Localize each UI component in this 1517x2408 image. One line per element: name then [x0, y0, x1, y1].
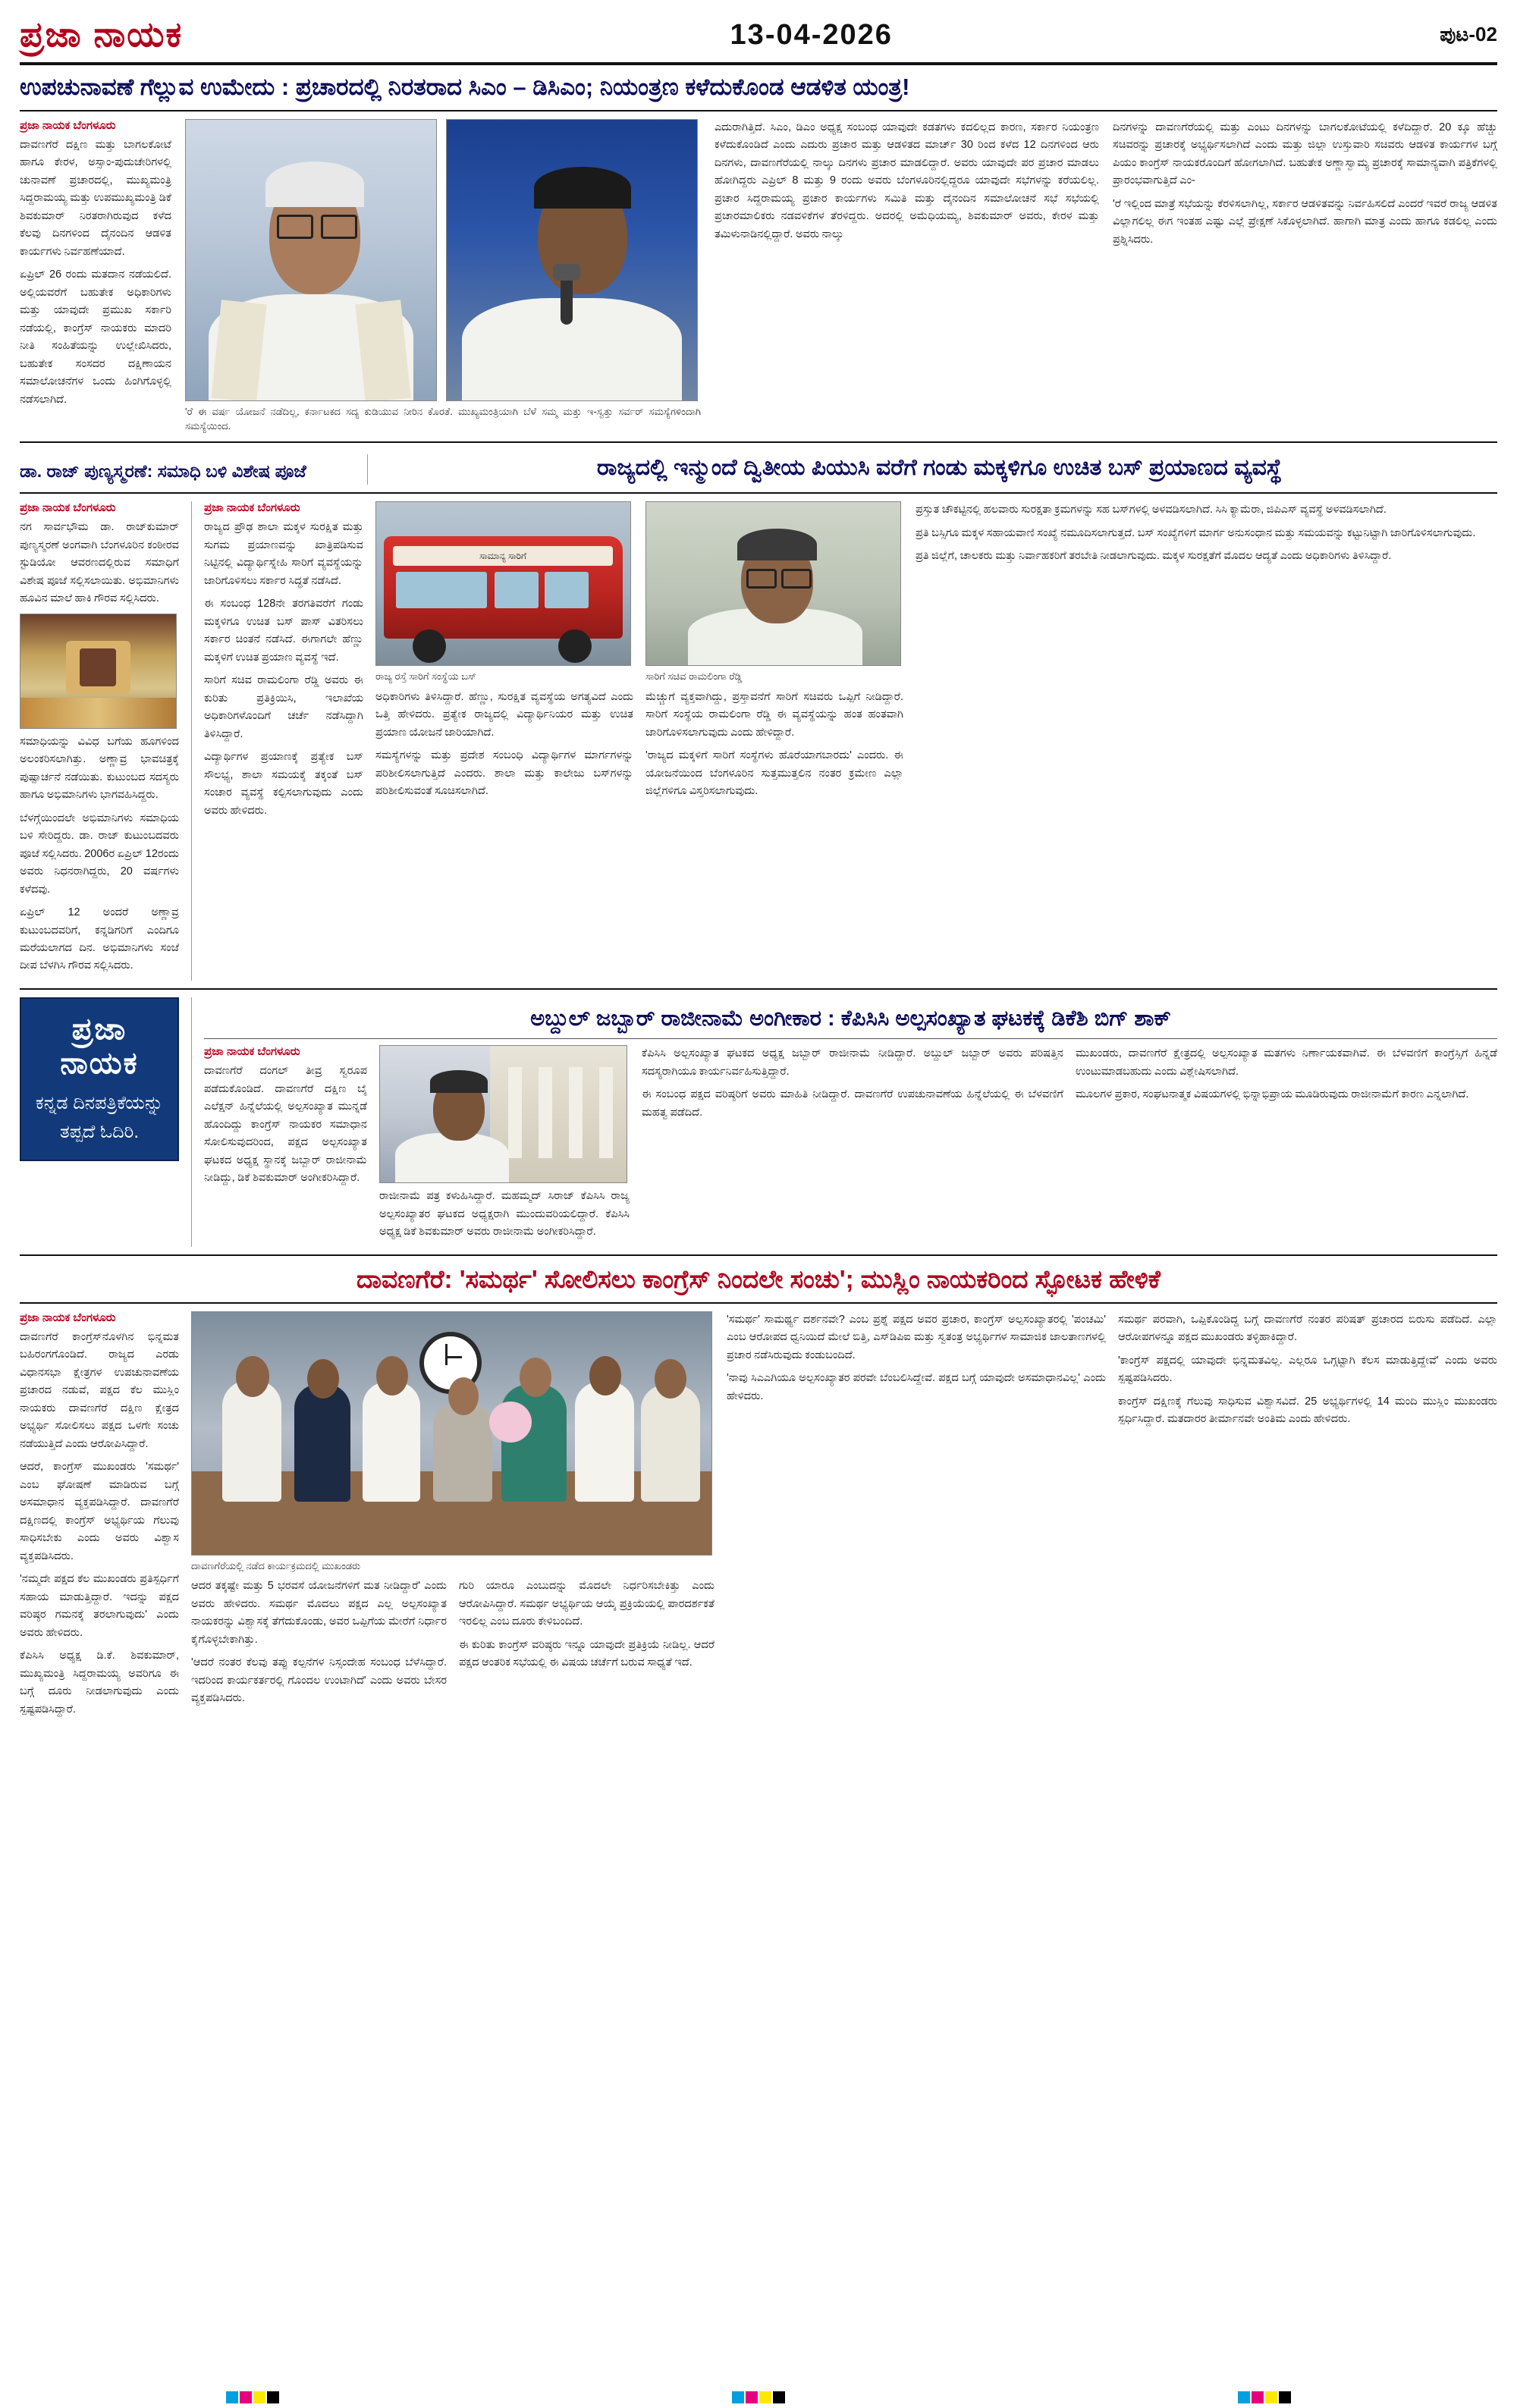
story-jabbar-section — [20, 997, 1497, 1247]
paragraph: ಎದುರಾಗಿತ್ತಿದೆ. ಸಿಎಂ, ಡಿಎಂ ಅಧ್ಯಕ್ಷ ಸಂಬಂಧ ಯಾವುದೇ ಕಡತಗಳು ಕದಲಿಲ್ಲದ ಕಾರಣ, ಸರ್ಕಾರ ನಿಯಂತ್ರಣ ಕಳೆದುಕೊಂಡಿದೆ ಎಂದು ಎದುರು ಪ್ರಚಾರ ಮತ್ತು ಆಡಳಿತದ ಮಾರ್ಚ್ 30 ರಿಂದ ಕಳೆದ 12 ದಿನಗಳಿಂದ ಆರು ದಿನಗಳು, ದಾವಣಗೆರೆಯಲ್ಲಿ ನಾಲ್ಕು ದಿನಗಳು ಪ್ರಚಾರ ಮಾಡಲಿದ್ದಾರೆ. ಅವರು ಯಾವುದೇ ಪರ ಪ್ರಚಾರ ಮಾಡಲು ಹೋಗಿದ್ದರು ಎಪ್ರಿಲ್ 8 ಮತ್ತು 9 ರಂದು ಅವರು ಬೆಂಗಳೂರಿನಲ್ಲಿದ್ದರೂ ಯಾವುದೇ ಸಭೆಗಳನ್ನು ಕರೆಯಲಿಲ್ಲ. ಪ್ರಚಾರ ಸಿದ್ದರಾಮಯ್ಯ ಪ್ರಚಾರ ಕಾರ್ಯಗಳು ಸಮಿತಿ ಮತ್ತು ದೈನಂದಿನ ಸಮಾಲೋಚನೆ ಸಭೆ ಸಭೆಯಲ್ಲಿ ಪ್ರಚಾರಮಾಲಿಕರು ನಡವಳಿಕೆಗಳ ತೆರಳಿದ್ದರು. ಅದರಲ್ಲಿ ಅಮೆಧಿಯಮ್ಯ, ಶಿವಕುಮಾರ್ ಅವರು, ಕೇರಳ ಮತ್ತು ತಮಿಳುನಾಡಿನಲ್ಲಿದ್ದಾರೆ. ಅವರು ನಾಲ್ಕು — [715, 121, 1099, 240]
swatch-cyan — [226, 2391, 238, 2403]
paragraph: ಸಾರಿಗೆ ಸಚಿವ ರಾಮಲಿಂಗಾ ರೆಡ್ಡಿ ಅವರು ಈ ಕುರಿತು ಪ್ರತಿಕ್ರಿಯಿಸಿ, ಇಲಾಖೆಯ ಅಧಿಕಾರಿಗಳೊಂದಿಗೆ ಚರ್ಚೆ ನಡೆಸಿದ್ದಾಗಿ ತಿಳಿಸಿದ್ದಾರೆ. — [204, 674, 363, 740]
registration-color-bars — [0, 2391, 1517, 2403]
ad-title: ಪ್ರಜಾ ನಾಯಕ — [60, 1012, 139, 1080]
swatch-cyan — [732, 2391, 744, 2403]
paragraph: 'ನಮ್ಮದೇ ಪಕ್ಷದ ಕೆಲ ಮುಖಂಡರು ಪ್ರತಿಸ್ಪರ್ಧಿಗೆ ಸಹಾಯ ಮಾಡುತ್ತಿದ್ದಾರೆ. ಇದನ್ನು ಪಕ್ಷದ ವರಿಷ್ಠರ ಗಮನಕ್ಕೆ ತರಲಾಗುವುದು' ಎಂದು ಅವರು ಹೇಳಿದರು. — [20, 1573, 179, 1639]
story-rajkumar-headline: ಡಾ. ರಾಜ್ ಪುಣ್ಯಸ್ಮರಣೆ: ಸಮಾಧಿ ಬಳಿ ವಿಶೇಷ ಪೂಜೆ — [20, 460, 306, 481]
paragraph: ಈ ಕುರಿತು ಕಾಂಗ್ರೆಸ್ ವರಿಷ್ಠರು ಇನ್ನೂ ಯಾವುದೇ ಪ್ರತಿಕ್ರಿಯೆ ನೀಡಿಲ್ಲ. ಆದರೆ ಪಕ್ಷದ ಆಂತರಿಕ ಸಭೆಯಲ್ಲಿ ಈ ವಿಷಯ ಚರ್ಚೆಗೆ ಬರುವ ಸಾಧ್ಯತೆ ಇದೆ. — [459, 1638, 715, 1669]
ad-line-2: ಕನ್ನಡ ದಿನಪತ್ರಿಕೆಯನ್ನು — [35, 1092, 164, 1113]
photo-group-felicitation — [191, 1311, 712, 1556]
story-bus-col-4 — [916, 501, 1497, 981]
story-jabbar-col-3 — [642, 1045, 1063, 1246]
swatch-magenta — [1252, 2391, 1264, 2403]
paragraph: ಪ್ರತಿ ಬಸ್ಸಿಗೂ ಮಕ್ಕಳ ಸಹಾಯವಾಣಿ ಸಂಖ್ಯೆ ನಮೂದಿಸಲಾಗುತ್ತದೆ. ಬಸ್ ಸಂಖ್ಯೆಗಳಿಗೆ ಮಾರ್ಗ ಅನುಸಂಧಾನ ಮತ್ತು ಸಮಯವನ್ನು ಕಟ್ಟುನಿಟ್ಟಾಗಿ ಜಾರಿಗೊಳಿಸಲಾಗುವುದು. — [916, 526, 1476, 539]
paragraph: ರಾಜೀನಾಮೆ ಪತ್ರ ಕಳುಹಿಸಿದ್ದಾರೆ. ಮಹಮ್ಮದ್ ಸಿರಾಜ್ ಕೆಪಿಸಿಸಿ ರಾಜ್ಯ ಅಲ್ಪಸಂಖ್ಯಾತರ ಘಟಕದ ಅಧ್ಯಕ್ಷರಾಗಿ ಮುಂದುವರಿಯಲಿದ್ದಾರೆ. ಕೆಪಿಸಿಸಿ ಅಧ್ಯಕ್ಷ ಡಿಕೆ ಶಿವಕುಮಾರ್ ಅವರು ರಾಜೀನಾಮೆ ಅಂಗೀಕರಿಸಿದ್ದಾರೆ. — [379, 1190, 630, 1239]
story-bus-col-2 — [375, 501, 633, 981]
paragraph: ಆದರೆ, ಕಾಂಗ್ರೆಸ್ ಮುಖಂಡರು 'ಸಮರ್ಥ' ಎಂಬ ಘೋಷಣೆ ಮಾಡಿರುವ ಬಗ್ಗೆ ಅಸಮಾಧಾನ ವ್ಯಕ್ತಪಡಿಸಿದ್ದಾರೆ. ದಾವಣಗೆರೆ ದಕ್ಷಿಣದಲ್ಲಿ ಕಾಂಗ್ರೆಸ್ ಅಭ್ಯರ್ಥಿಯ ಗೆಲುವು ಸಾಧಿಸಬೇಕು ಎಂದು ಅವರು ವಿಶ್ವಾಸ ವ್ಯಕ್ತಪಡಿಸಿದರು. — [20, 1461, 179, 1562]
paragraph: ದಿನಗಳನ್ನು ದಾವಣಗೆರೆಯಲ್ಲಿ ಮತ್ತು ಎಂಟು ದಿನಗಳನ್ನು ಬಾಗಲಕೋಟೆಯಲ್ಲಿ ಕಳೆದಿದ್ದಾರೆ. 20 ಕ್ಕೂ ಹೆಚ್ಚು ಸಚಿವರನ್ನು ಪ್ರಚಾರಕ್ಕೆ ಅಭ್ಯರ್ಥಿಸಲಾಗಿದೆ ಎಂದು ಮತ್ತು ಜಿಲ್ಲಾ ಉಸ್ತುವಾರಿ ಸಚಿವರು ಆಡಳಿತ ಕಾರ್ಯಗಳ ಬಗ್ಗೆ ಪಿಯಂ ಕಾಂಗ್ರೆಸ್ ನಾಯಕರೊಂದಿಗೆ ಹೋಗಲಾಗಿದೆ. ಬಹುತೇಕ ಅಣ್ಣಾಸ್ವಾಮ್ಯ ಪ್ರಚಾರಕ್ಕೆ ಸಾಮಾನ್ಯವಾಗಿ ಪತ್ರಿಕೆಗಳಲ್ಲಿ ಪ್ರಾರಂಭವಾಗುತ್ತಿದೆ ಎಂ- — [1113, 121, 1497, 187]
byline: ಪ್ರಜಾ ನಾಯಕ ಬೆಂಗಳೂರು — [204, 1045, 300, 1059]
byline: ಪ್ರಜಾ ನಾಯಕ ಬೆಂಗಳೂರು — [20, 118, 116, 132]
divider — [191, 501, 192, 981]
paragraph: ಏಪ್ರಿಲ್ 26 ರಂದು ಮತದಾನ ನಡೆಯಲಿದೆ. ಅಲ್ಲಿಯವರೆಗೆ ಬಹುತೇಕ ಅಧಿಕಾರಿಗಳು ಮತ್ತು ಯಾವುದೇ ಪ್ರಮುಖ ಸರ್ಕಾರಿ ನಡೆಯಲ್ಲಿ, ಕಾಂಗ್ರೆಸ್ ನಾಯಕರು ಮಾದರಿ ನೀತಿ ಸಂಹಿತೆಯನ್ನು ಉಲ್ಲೇಖಿಸಿದರು, ಬಹುತೇಕ ಸಂಸದರ ದಕ್ಷಿಣಾಯನ ಸಮಾಲೋಚನೆಗಳ ಒಂದು ಹಿಂಗಿಗೊಳ್ಳಲ್ಲಿ ನಡೆಸಲಾಗಿದೆ. — [20, 268, 171, 406]
paragraph: ಪ್ರಸ್ತುತ ಚೌಕಟ್ಟಿನಲ್ಲಿ ಹಲವಾರು ಸುರಕ್ಷತಾ ಕ್ರಮಗಳನ್ನು ಸಹ ಬಸ್‌ಗಳಲ್ಲಿ ಅಳವಡಿಸಲಾಗಿದೆ. ಸಿಸಿ ಕ್ಯಾಮೆರಾ, ಜಿಪಿಎಸ್ ವ್ಯವಸ್ಥೆ ಅಳವಡಿಸಲಾಗಿದೆ. — [916, 504, 1387, 516]
divider — [20, 110, 1497, 111]
paragraph: ಈ ಸಂಬಂಧ 128ನೇ ತರಗತಿವರೆಗೆ ಗಂಡು ಮಕ್ಕಳಿಗೂ ಉಚಿತ ಬಸ್ ಪಾಸ್ ವಿತರಿಸಲು ಸರ್ಕಾರ ಚಿಂತನೆ ನಡೆಸಿದೆ. ಈಗಾಗಲೇ ಹೆಣ್ಣು ಮಕ್ಕಳಿಗೆ ಉಚಿತ ಪ್ರಯಾಣ ವ್ಯವಸ್ಥೆ ಇದೆ. — [204, 598, 363, 664]
story-lead — [20, 73, 1497, 434]
story-davanagere-col-3 — [459, 1578, 715, 1713]
story-jabbar-col-1 — [204, 1045, 367, 1246]
paragraph: 'ಸಮರ್ಥ' ಸಾಮರ್ಥ್ಯ ದರ್ಶನವೇ? ಎಂಬ ಪ್ರಶ್ನೆ ಪಕ್ಷದ ಅವರ ಪ್ರಚಾರ, ಕಾಂಗ್ರೆಸ್ ಅಲ್ಪಸಂಖ್ಯಾತರಲ್ಲಿ 'ಪಂಚಮಿ' ಎಂಬ ಆರೋಪದ ಧ್ವನಿಯಿದೆ ಮೇಲೆ ಬಿತ್ತಿ, ಎಸ್‌ಡಿಪಿಐ ಮತ್ತು ಸ್ವತಂತ್ರ ಅಭ್ಯರ್ಥಿಗಳ ಸಾಮಾಜಿಕ ಜಾಲತಾಣಗಳಲ್ಲಿ ಪ್ರಚಾರ ನಡೆಸಿರುವುದು ಕಂಡುಬಂದಿದೆ. — [727, 1313, 1106, 1361]
paragraph: 'ನಾವು ಸಿಎಎಗಿಯೂ ಅಲ್ಪಸಂಖ್ಯಾತರ ಪರವೇ ಬೆಂಬಲಿಸಿದ್ದೇವೆ. ಪಕ್ಷದ ಬಗ್ಗೆ ಯಾವುದೇ ಅಸಮಾಧಾನವಿಲ್ಲ' ಎಂದು ಹೇಳಿದರು. — [727, 1372, 1106, 1402]
byline: ಪ್ರಜಾ ನಾಯಕ ಬೆಂಗಳೂರು — [20, 1311, 116, 1324]
photo-caption: 'ರೆ ಈ ವರ್ಷ ಯೋಜನೆ ನಡೆದಿಲ್ಲ, ಕರ್ನಾಟಕದ ಸದ್ಯ ಕುಡಿಯುವ ನೀರಿನ ಕೊರತೆ. ಮುಖ್ಯಮಂತ್ರಿಯಾಗಿ ಬೆಳೆ ಸಮ್ಮ ಮತ್ತು ಇ-ಸ್ವತ್ತು ಸರ್ವರ್ ಸಮಸ್ಯೆಗಳಿಂದಾಗಿ ಸಮಸ್ಯೆಯಿಂದ. — [185, 405, 701, 432]
story-davanagere — [20, 1264, 1497, 1724]
divider — [204, 1038, 1497, 1039]
story-lead-col-1 — [20, 119, 171, 434]
swatch-magenta — [240, 2391, 252, 2403]
swatch-black — [267, 2391, 279, 2403]
divider — [20, 988, 1497, 990]
byline: ಪ್ರಜಾ ನಾಯಕ ಬೆಂಗಳೂರು — [20, 501, 116, 515]
story-davanagere-headline: ದಾವಣಗೆರೆ: 'ಸಮರ್ಥ' ಸೋಲಿಸಲು ಕಾಂಗ್ರೆಸ್ ನಿಂದಲೇ ಸಂಚು'; ಮುಸ್ಲಿಂ ನಾಯಕರಿಂದ ಸ್ಫೋಟಕ ಹೇಳಿಕೆ — [356, 1264, 1161, 1293]
paragraph: ಏಪ್ರಿಲ್ 12 ಅಂದರೆ ಅಣ್ಣಾವ್ರ ಕುಟುಂಬದವರಿಗೆ, ಕನ್ನಡಿಗರಿಗೆ ಎಂದಿಗೂ ಮರೆಯಲಾಗದ ದಿನ. ಅಭಿಮಾನಿಗಳು ಸಂಜೆ ದೀಪ ಬೆಳಗಿಸಿ ಗೌರವ ಸಲ್ಲಿಸಿದರು. — [20, 906, 179, 972]
color-swatch-group — [1238, 2391, 1291, 2403]
photo-transport-minister — [645, 501, 901, 666]
story-rajkumar-col — [20, 501, 179, 981]
story-lead-col-4 — [1113, 119, 1497, 434]
story-jabbar-photo-col — [379, 1045, 630, 1246]
story-jabbar-col-4 — [1076, 1045, 1497, 1246]
story-bus-col-3 — [645, 501, 903, 981]
paragraph: ಪ್ರತಿ ಜಿಲ್ಲೆಗೆ, ಚಾಲಕರು ಮತ್ತು ನಿರ್ವಾಹಕರಿಗೆ ತರಬೇತಿ ನೀಡಲಾಗುವುದು. ಮಕ್ಕಳ ಸುರಕ್ಷತೆಗೆ ಮೊದಲ ಆದ್ಯತೆ ಎಂದು ಅಧಿಕಾರಿಗಳು ತಿಳಿಸಿದ್ದಾರೆ. — [916, 550, 1392, 563]
divider — [191, 997, 192, 1247]
photo-bus — [375, 501, 631, 666]
photo-deputy-chief-minister — [446, 119, 698, 401]
paragraph: ಕಾಂಗ್ರೆಸ್ ದಕ್ಷಿಣಕ್ಕೆ ಗೆಲುವು ಸಾಧಿಸುವ ವಿಶ್ವಾಸವಿದೆ. 25 ಅಭ್ಯರ್ಥಿಗಳಲ್ಲಿ 14 ಮಂದಿ ಮುಸ್ಲಿಂ ಮುಖಂಡರು ಸ್ಪರ್ಧಿಸಿದ್ದಾರೆ. ಮತದಾರರ ತೀರ್ಮಾನವೇ ಅಂತಿಮ ಎಂದು ಹೇಳಿದರು. — [1118, 1395, 1497, 1426]
paragraph: ಈ ಸಂಬಂಧ ಪಕ್ಷದ ವರಿಷ್ಠರಿಗೆ ಅವರು ಮಾಹಿತಿ ನೀಡಿದ್ದಾರೆ. ದಾವಣಗೆರೆ ಉಪಚುನಾವಣೆಯ ಹಿನ್ನೆಲೆಯಲ್ಲಿ ಈ ಬೆಳವಣಿಗೆ ಮಹತ್ವ ಪಡೆದಿದೆ. — [642, 1088, 1063, 1119]
story-davanagere-col-5 — [1118, 1311, 1497, 1724]
paragraph: ಕೆಪಿಸಿಸಿ ಅಲ್ಪಸಂಖ್ಯಾತ ಘಟಕದ ಅಧ್ಯಕ್ಷ ಜಬ್ಬಾರ್ ರಾಜೀನಾಮೆ ನೀಡಿದ್ದಾರೆ. ಅಬ್ದುಲ್ ಜಬ್ಬಾರ್ ಅವರು ಪರಿಷತ್ತಿನ ಸದಸ್ಯರಾಗಿಯೂ ಕಾರ್ಯನಿರ್ವಹಿಸುತ್ತಿದ್ದಾರೆ. — [642, 1047, 1063, 1078]
photo-chief-minister — [185, 119, 437, 401]
swatch-yellow — [253, 2391, 265, 2403]
paragraph: ದಾವಣಗೆರೆ ದಂಗಲ್ ತೀವ್ರ ಸ್ವರೂಪ ಪಡೆದುಕೊಂಡಿದೆ. ದಾವಣಗೆರೆ ದಕ್ಷಿಣ ಬೈ ಎಲೆಕ್ಷನ್ ಹಿನ್ನೆಲೆಯಲ್ಲಿ ಅಲ್ಪಸಂಖ್ಯಾತ ಮುನ್ನಡೆ ಹೊಂದಿದ್ದು ಕಾಂಗ್ರೆಸ್ ನಾಯಕರ ಸಮಾಧಾನ ಸೋಲಿಸುವುದರಿಂದ, ಪಕ್ಷದ ಅಲ್ಪಸಂಖ್ಯಾತ ಘಟಕದ ಅಧ್ಯಕ್ಷ ಸ್ಥಾನಕ್ಕೆ ಜಬ್ಬಾರ್ ರಾಜೀನಾಮೆ ನೀಡಿದ್ದು, ಡಿಕೆ ಶಿವಕುಮಾರ್ ಅಂಗೀಕರಿಸಿದ್ದಾರೆ. — [204, 1065, 367, 1185]
color-swatch-group — [732, 2391, 785, 2403]
divider — [20, 1302, 1497, 1304]
issue-date: 13-04-2026 — [730, 18, 893, 51]
photo-caption: ಸಾರಿಗೆ ಸಚಿವ ರಾಮಲಿಂಗಾ ರೆಡ್ಡಿ — [645, 670, 743, 683]
paragraph: ಸಮಾಧಿಯನ್ನು ವಿವಿಧ ಬಗೆಯ ಹೂಗಳಿಂದ ಅಲಂಕರಿಸಲಾಗಿತ್ತು. ಅಣ್ಣಾವ್ರ ಭಾವಚಿತ್ರಕ್ಕೆ ಪುಷ್ಪಾರ್ಚನೆ ನಡೆಯಿತು. ಕುಟುಂಬದ ಸದಸ್ಯರು ಹಾಗೂ ಅಭಿಮಾನಿಗಳು ಭಾಗವಹಿಸಿದ್ದರು. — [20, 735, 179, 802]
story-jabbar-headline: ಅಬ್ದುಲ್ ಜಬ್ಬಾರ್ ರಾಜೀನಾಮೆ ಅಂಗೀಕಾರ : ಕೆಪಿಸಿಸಿ ಅಲ್ಪಸಂಖ್ಯಾತ ಘಟಕಕ್ಕೆ ಡಿಕೆಶಿ ಬಿಗ್ ಶಾಕ್ — [530, 1006, 1171, 1031]
divider — [20, 441, 1497, 443]
publication-title: ಪ್ರಜಾ ನಾಯಕ — [20, 14, 184, 54]
story-lead-col-3 — [715, 119, 1099, 434]
swatch-yellow — [759, 2391, 771, 2403]
paragraph: ಬೆಳಗ್ಗೆಯಿಂದಲೇ ಅಭಿಮಾನಿಗಳು ಸಮಾಧಿಯ ಬಳಿ ಸೇರಿದ್ದರು. ಡಾ. ರಾಜ್ ಕುಟುಂಬದವರು ಪೂಜೆ ಸಲ್ಲಿಸಿದರು. 2006ರ ಏಪ್ರಿಲ್ 12ರಂದು ಅವರು ನಿಧನರಾಗಿದ್ದರು, 20 ವರ್ಷಗಳು ಕಳೆದವು. — [20, 812, 179, 896]
story-davanagere-photo-col — [191, 1311, 715, 1724]
paragraph: 'ಕಾಂಗ್ರೆಸ್ ಪಕ್ಷದಲ್ಲಿ ಯಾವುದೇ ಭಿನ್ನಮತವಿಲ್ಲ. ಎಲ್ಲರೂ ಒಗ್ಗಟ್ಟಾಗಿ ಕೆಲಸ ಮಾಡುತ್ತಿದ್ದೇವೆ' ಎಂದು ಅವರು ಸ್ಪಷ್ಟಪಡಿಸಿದರು. — [1118, 1354, 1497, 1385]
paragraph: ನಗ ಸಾರ್ವಭೌಮ ಡಾ. ರಾಜ್‌ಕುಮಾರ್ ಪುಣ್ಯಸ್ಮರಣೆ ಅಂಗವಾಗಿ ಬೆಂಗಳೂರಿನ ಕಂಠೀರವ ಸ್ಟುಡಿಯೋ ಆವರಣದಲ್ಲಿರುವ ಸಮಾಧಿಗೆ ವಿಶೇಷ ಪೂಜೆ ಸಲ್ಲಿಸಲಾಯಿತು. ಅಭಿಮಾನಿಗಳು ಹೂವಿನ ಮಾಲೆ ಹಾಕಿ ಗೌರವ ಸಲ್ಲಿಸಿದರು. — [20, 521, 179, 605]
paragraph: 'ಆದರೆ ನಂತರ ಕೆಲವು ತಪ್ಪು ಕಲ್ಪನೆಗಳ ನಿಸ್ಸಂದೇಹ ಸಂಬಂಧ ಬೆಳೆಸಿದ್ದಾರೆ. ಇದರಿಂದ ಕಾರ್ಯಕರ್ತರಲ್ಲಿ ಗೊಂದಲ ಉಂಟಾಗಿದೆ' ಎಂದು ಅವರು ಬೇಸರ ವ್ಯಕ್ತಪಡಿಸಿದರು. — [191, 1656, 447, 1705]
story-lead-headline: ಉಪಚುನಾವಣೆ ಗೆಲ್ಲುವ ಉಮೇದು : ಪ್ರಚಾರದಲ್ಲಿ ನಿರತರಾದ ಸಿಎಂ – ಡಿಸಿಎಂ; ನಿಯಂತ್ರಣ ಕಳೆದುಕೊಂಡ ಆಡಳಿತ ಯಂತ್ರ! — [20, 74, 910, 100]
paragraph: ವಿದ್ಯಾರ್ಥಿಗಳ ಪ್ರಯಾಣಕ್ಕೆ ಪ್ರತ್ಯೇಕ ಬಸ್ ಸೌಲಭ್ಯ, ಶಾಲಾ ಸಮಯಕ್ಕೆ ತಕ್ಕಂತೆ ಬಸ್ ಸಂಚಾರ ವ್ಯವಸ್ಥೆ ಕಲ್ಪಿಸಲಾಗುವುದು ಎಂದು ಅವರು ಹೇಳಿದರು. — [204, 751, 363, 817]
swatch-magenta — [746, 2391, 758, 2403]
paragraph: ಆದರ ತಕ್ಕಷ್ಟೇ ಮತ್ತು 5 ಭರವಸೆ ಯೋಜನೆಗಳಿಗೆ ಮತ ನೀಡಿದ್ದಾರೆ' ಎಂದು ಅವರು ಹೇಳಿದರು. ಸಮರ್ಥ ಮೊದಲು ಪಕ್ಷದ ಎಲ್ಲ ಅಲ್ಪಸಂಖ್ಯಾತ ನಾಯಕರನ್ನು ವಿಶ್ವಾಸಕ್ಕೆ ತೆಗೆದುಕೊಂಡು, ಅವರ ಒಪ್ಪಿಗೆಯ ಮೇರೆಗೆ ನಿರ್ಧಾರ ಕೈಗೊಳ್ಳಬೇಕಾಗಿತ್ತು. — [191, 1580, 447, 1646]
bus-destination-board: ಸಾಮಾನ್ಯ ಸಾರಿಗೆ — [393, 546, 613, 566]
paragraph: 'ರೆ ಇಲ್ಲಿಂದ ಮಾತ್ರೆ ಸಭೆಯನ್ನು ಕೆರಳಿಸಲಾಗಿಲ್ಲ, ಸರ್ಕಾರ ಆಡಳಿತವನ್ನು ನಿರ್ವಹಿಸಲಿದೆ ಎಂದರೆ ಇವರೆ ರಾಜ್ಯ ಆಡಳಿತ ವಿಲ್ಲಾಗಲಿಲ್ಲ ಈಗ ಇಂತಹ ಎಷ್ಟು ಎಲ್ಲೆ ಪ್ರೇಕ್ಷಣೆ ಸಿಕೊಳ್ಳಲಾಗಿದೆ. ಹಾಗಾಗಿ ಮಾತ್ರ ಎಂದು ಹಾಗೂ ಕಡಲಿಲ್ಲ ಎಂದು ಪ್ರಶ್ನಿಸಿದರು. — [1113, 197, 1497, 246]
divider — [20, 1254, 1497, 1256]
story-davanagere-col-1 — [20, 1311, 179, 1724]
swatch-black — [773, 2391, 785, 2403]
paragraph: ಗುರಿ ಯಾರೂ ಎಂಬುದನ್ನು ಮೊದಲೇ ನಿರ್ಧರಿಸಬೇಕಿತ್ತು ಎಂದು ಆರೋಪಿಸಿದ್ದಾರೆ. ಸಮರ್ಥ ಅಭ್ಯರ್ಥಿಯ ಆಯ್ಕೆ ಪ್ರಕ್ರಿಯೆಯಲ್ಲಿ ಪಾರದರ್ಶಕತೆ ಇರಲಿಲ್ಲ ಎಂಬ ದೂರು ಕೇಳಿಬಂದಿದೆ. — [459, 1580, 715, 1628]
paragraph: ರಾಜ್ಯದ ಪ್ರೌಢ ಶಾಲಾ ಮಕ್ಕಳ ಸುರಕ್ಷಿತ ಮತ್ತು ಸುಗಮ ಪ್ರಯಾಣವನ್ನು ಖಾತ್ರಿಪಡಿಸುವ ನಿಟ್ಟಿನಲ್ಲಿ ವಿದ್ಯಾರ್ಥಿಸ್ನೇಹಿ ಸಾರಿಗೆ ವ್ಯವಸ್ಥೆಯನ್ನು ಜಾರಿಗೊಳಿಸಲು ಸರ್ಕಾರ ಸಿದ್ಧತೆ ನಡೆಸಿದೆ. — [204, 521, 363, 587]
photo-samadhi — [20, 614, 177, 729]
page-number: ಪುಟ-02 — [1440, 23, 1497, 46]
subscription-ad[interactable] — [20, 997, 179, 1161]
story-davanagere-col-2 — [191, 1578, 447, 1713]
photo-caption: ರಾಜ್ಯ ರಸ್ತೆ ಸಾರಿಗೆ ಸಂಸ್ಥೆಯ ಬಸ್ — [375, 670, 476, 683]
paragraph: ಸಮರ್ಥ ಪರವಾಗಿ, ಒಪ್ಪಿಕೊಂಡಿದ್ದ ಬಗ್ಗೆ ದಾವಣಗೆರೆ ನಂತರ ಪರಿಷತ್ ಪ್ರಚಾರದ ಬಿರುಸು ಪಡೆದಿದೆ. ಎಲ್ಲಾ ಆರೋಪಗಳನ್ನೂ ಪಕ್ಷದ ಮುಖಂಡರು ತಳ್ಳಿಹಾಕಿದ್ದಾರೆ. — [1118, 1313, 1497, 1344]
paragraph: ದಾವಣಗೆರೆ ಕಾಂಗ್ರೆಸ್‌ನೊಳಗಿನ ಭಿನ್ನಮತ ಬಹಿರಂಗಗೊಂಡಿದೆ. ರಾಜ್ಯದ ಎರಡು ವಿಧಾನಸಭಾ ಕ್ಷೇತ್ರಗಳ ಉಪಚುನಾವಣೆಯ ಪ್ರಚಾರದ ನಡುವೆ, ಪಕ್ಷದ ಕೆಲ ಮುಸ್ಲಿಂ ನಾಯಕರು ದಾವಣಗೆರೆ ದಕ್ಷಿಣ ಕ್ಷೇತ್ರದ ಅಭ್ಯರ್ಥಿ ಸೋಲಿಸಲು ಪಕ್ಷದ ಒಳಗೇ ಸಂಚು ನಡೆಯುತ್ತಿದೆ ಎಂದು ಆರೋಪಿಸಿದ್ದಾರೆ. — [20, 1330, 179, 1450]
paragraph: ಕೆಪಿಸಿಸಿ ಅಧ್ಯಕ್ಷ ಡಿ.ಕೆ. ಶಿವಕುಮಾರ್, ಮುಖ್ಯಮಂತ್ರಿ ಸಿದ್ದರಾಮಯ್ಯ ಅವರಿಗೂ ಈ ಬಗ್ಗೆ ದೂರು ನೀಡಲಾಗುವುದು ಎಂದು ಸ್ಪಷ್ಟಪಡಿಸಿದ್ದಾರೆ. — [20, 1650, 179, 1716]
masthead — [20, 14, 1497, 65]
paragraph: ದಾವಣಗೆರೆ ದಕ್ಷಿಣ ಮತ್ತು ಬಾಗಲಕೋಟೆ ಹಾಗೂ ಕೇರಳ, ಅಸ್ಸಾಂ-ಪುದುಚೇರಿಗಳಲ್ಲಿ ಚುನಾವಣೆ ಪ್ರಚಾರದಲ್ಲಿ, ಮುಖ್ಯಮಂತ್ರಿ ಸಿದ್ದರಾಮಯ್ಯ ಮತ್ತು ಉಪಮುಖ್ಯಮಂತ್ರಿ ಡಿಕೆ ಶಿವಕುಮಾರ್ ನಿರತರಾಗಿರುವುದ ಕಳೆದ ಕೆಲವು ದಿನಗಳಿಂದ ದೈನಂದಿನ ಆಡಳಿತ ಕಾರ್ಯಗಳು ನಿರ್ವಹಣೆಯಾದೆ. — [20, 138, 171, 258]
paragraph: 'ರಾಜ್ಯದ ಮಕ್ಕಳಿಗೆ ಸಾರಿಗೆ ಸಂಸ್ಥೆಗಳು ಹೊರೆಯಾಗಬಾರದು' ಎಂದರು. ಈ ಯೋಜನೆಯಿಂದ ಬೆಂಗಳೂರಿನ ಸುತ್ತಮುತ್ತಲಿನ ನಂತರ ಕ್ರಮೇಣ ಎಲ್ಲಾ ಜಿಲ್ಲೆಗಳಿಗೂ ವಿಸ್ತರಿಸಲಾಗುವುದು. — [645, 749, 903, 798]
story-lead-photo-block — [185, 119, 701, 434]
story-rajkumar-and-bus — [20, 451, 1497, 981]
paragraph: ಮೆಚ್ಚುಗೆ ವ್ಯಕ್ತವಾಗಿದ್ದು, ಪ್ರಸ್ತಾವನೆಗೆ ಸಾರಿಗೆ ಸಚಿವರು ಒಪ್ಪಿಗೆ ನೀಡಿದ್ದಾರೆ. ಸಾರಿಗೆ ಸಂಸ್ಥೆಯ ರಾಮಲಿಂಗಾ ರೆಡ್ಡಿ ಈ ವ್ಯವಸ್ಥೆಯನ್ನು ಹಂತ ಹಂತವಾಗಿ ಜಾರಿಗೊಳಿಸಲಾಗುವುದು ಎಂದು ಹೇಳಿದ್ದಾರೆ. — [645, 690, 903, 739]
paragraph: ಸಮಸ್ಯೆಗಳನ್ನು ಮತ್ತು ಪ್ರದೇಶ ಸಂಬಂಧಿ ವಿದ್ಯಾರ್ಥಿಗಳ ಮಾರ್ಗಗಳನ್ನು ಪರಿಶೀಲಿಸಲಾಗುತ್ತಿದೆ ಎಂದರು. ಶಾಲಾ ಮತ್ತು ಕಾಲೇಜು ಬಸ್‌ಗಳನ್ನು ಪರಿಶೀಲಿಸುವಂತೆ ಸೂಚಿಸಲಾಗಿದೆ. — [375, 749, 633, 798]
color-swatch-group — [226, 2391, 279, 2403]
story-bus-col-1 — [204, 501, 363, 981]
story-davanagere-col-4 — [727, 1311, 1106, 1724]
byline: ಪ್ರಜಾ ನಾಯಕ ಬೆಂಗಳೂರು — [204, 501, 300, 515]
story-bus-headline: ರಾಜ್ಯದಲ್ಲಿ ಇನ್ಮುಂದೆ ದ್ವಿತೀಯ ಪಿಯುಸಿ ವರೆಗೆ ಗಂಡು ಮಕ್ಕಳಿಗೂ ಉಚಿತ ಬಸ್ ಪ್ರಯಾಣದ ವ್ಯವಸ್ಥೆ — [596, 454, 1283, 480]
paragraph: ಅಧಿಕಾರಿಗಳು ತಿಳಿಸಿದ್ದಾರೆ. ಹೆಣ್ಣು, ಸುರಕ್ಷಿತ ವ್ಯವಸ್ಥೆಯ ಅಗತ್ಯವಿದೆ ಎಂದು ಒತ್ತಿ ಹೇಳಿದರು. ಪ್ರತ್ಯೇಕ ರಾಜ್ಯದಲ್ಲಿ ವಿದ್ಯಾರ್ಥಿನಿಯರ ಮತ್ತು ಉಚಿತ ಪ್ರಯಾಣ ಯೋಜನೆ ಜಾರಿಯಾಗಿದೆ. — [375, 690, 633, 739]
paragraph: ಮುಖಂಡರು, ದಾವಣಗೆರೆ ಕ್ಷೇತ್ರದಲ್ಲಿ ಅಲ್ಪಸಂಖ್ಯಾತ ಮತಗಳು ನಿರ್ಣಾಯಕವಾಗಿವೆ. ಈ ಬೆಳವಣಿಗೆ ಕಾಂಗ್ರೆಸ್ಸಿಗೆ ಹಿನ್ನಡೆ ಉಂಟುಮಾಡಬಹುದು ಎಂದು ವಿಶ್ಲೇಷಿಸಲಾಗಿದೆ. — [1076, 1047, 1497, 1078]
swatch-black — [1279, 2391, 1291, 2403]
paragraph: ಮೂಲಗಳ ಪ್ರಕಾರ, ಸಂಘಟನಾತ್ಮಕ ವಿಷಯಗಳಲ್ಲಿ ಭಿನ್ನಾಭಿಪ್ರಾಯ ಮೂಡಿರುವುದು ರಾಜೀನಾಮೆಗೆ ಕಾರಣ ಎನ್ನಲಾಗಿದೆ. — [1076, 1088, 1469, 1101]
ad-line-3: ತಪ್ಪದೆ ಓದಿರಿ. — [59, 1121, 140, 1142]
photo-caption: ದಾವಣಗೆರೆಯಲ್ಲಿ ನಡೆದ ಕಾರ್ಯಕ್ರಮದಲ್ಲಿ ಮುಖಂಡರು — [191, 1559, 361, 1571]
ad-column — [20, 997, 179, 1247]
divider — [20, 492, 1497, 494]
swatch-cyan — [1238, 2391, 1250, 2403]
photo-dk-shivakumar — [379, 1045, 627, 1183]
swatch-yellow — [1265, 2391, 1277, 2403]
